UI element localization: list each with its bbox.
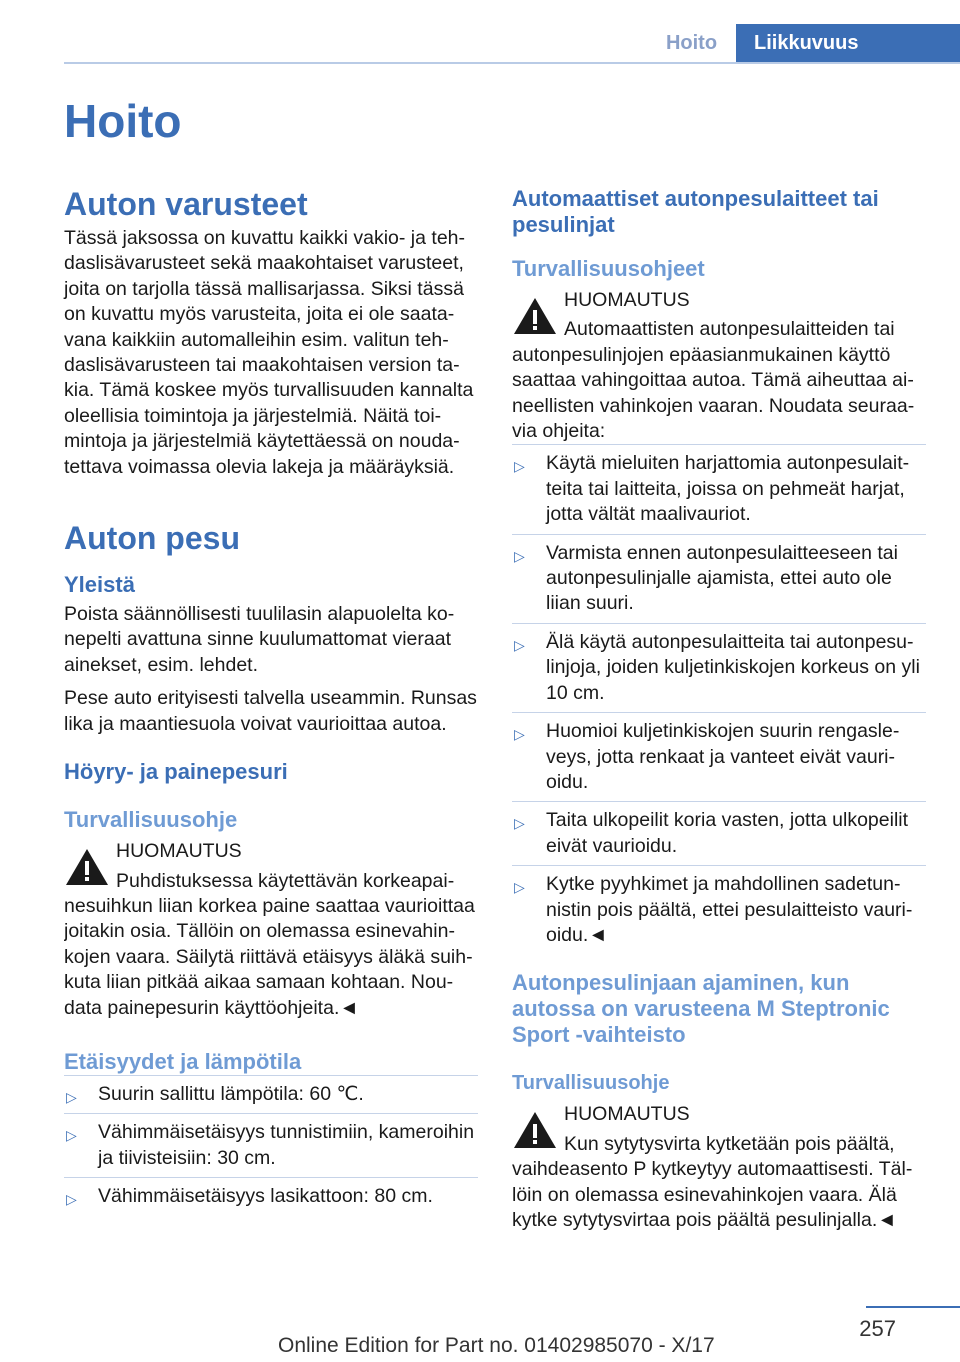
warning-triangle-icon [512,1110,558,1150]
tab-hoito[interactable]: Hoito [647,24,736,62]
list-item: ▷ Käytä mieluiten harjattomia autonpesulaitteita tai laitteita, joissa on pehmeät harjat, jotta vältät maalivauriot. [512,444,926,533]
warning-text: Automaattisten autonpesulaitteiden tai autonpesulinjojen epäasianmukainen käyttö saattaa vahingoittaa autoa. Tämä aiheuttaa aineellisten vahinkojen vaaran. Noudata seuraavia ohjeita: [512,318,915,443]
paragraph-yleista-1: Poista säännöllisesti tuulilasin alapuolelta konepelti avattuna sinne kuulumattomat vieraat ainekset, esim. lehdet. [64,603,455,676]
triangle-bullet-icon: ▷ [514,815,525,832]
paragraph-yleista-2: Pese auto erityisesti talvella useammin. Runsas lika ja maantiesuola voivat vaurioittaa autoa. [64,687,477,735]
subheading-automaattiset-pesulaitteet: Automaattiset autonpesulaitteet tai pesulinjat [512,186,879,237]
footer-edition: Online Edition for Part no. 01402985070 - X/17 [278,1334,715,1357]
page-title: Hoito [64,95,182,147]
list-item: ▷ Kytke pyyhkimet ja mahdollinen sadetunnistin pois päältä, ettei pesulaitteisto vaurioidu.◄ [512,865,926,954]
right-column [512,186,926,1233]
warning-label: HUOMAUTUS [564,289,690,311]
distance-list [64,1075,478,1216]
triangle-bullet-icon: ▷ [514,879,525,896]
list-item: ▷ Älä käytä autonpesulaitteita tai autonpesulinjoja, joiden kuljetinkiskojen korkeus on yli 10 cm. [512,623,926,712]
header-divider [64,62,960,64]
subheading-turvallisuusohje: Turvallisuusohje [512,1072,670,1095]
list-item: ▷ Huomioi kuljetinkiskojen suurin rengasleveys, jotta renkaat ja vanteet eivät vaurioidu. [512,712,926,801]
left-column [64,186,478,1216]
warning-triangle-icon [64,847,110,887]
list-item: ▷ Vähimmäisetäisyys tunnistimiin, kameroihin ja tiivisteisiin: 30 cm. [64,1113,478,1177]
list-item: ▷ Taita ulkopeilit koria vasten, jotta ulkopeilit eivät vaurioidu. [512,801,926,865]
subheading-turvallisuusohje: Turvallisuusohje [64,807,238,833]
warning-text: Puhdistuksessa käytettävän korkeapainesuihkun liian korkea paine saattaa vaurioittaa joitakin osia. Tällöin on olemassa esinevahinkojen vaara. Säilytä riittävä etäisyys äläkä suihkuta liian pitkää aikaa samaan kohtaan. Noudata painepesurin käyttöohjeita.◄ [64,869,475,1019]
warning-block [512,1102,926,1233]
subheading-yleista: Yleistä [64,572,135,598]
triangle-bullet-icon: ▷ [514,726,525,743]
triangle-bullet-icon: ▷ [66,1191,77,1208]
section-title-auton-varusteet: Auton varusteet [64,186,308,222]
tab-liikkuvuus[interactable]: Liikkuvuus [736,24,960,62]
subheading-hoyry-ja-painepesuri: Höyry- ja painepesuri [64,759,288,785]
subheading-etaisyydet-ja-lampotila: Etäisyydet ja lämpötila [64,1048,302,1074]
carwash-list [512,444,926,954]
triangle-bullet-icon: ▷ [514,547,525,564]
header-tabs [647,24,960,62]
triangle-bullet-icon: ▷ [66,1088,77,1105]
subheading-turvallisuusohjeet: Turvallisuusohjeet [512,256,705,281]
warning-triangle-icon [512,296,558,336]
page-number: 257 [859,1316,896,1341]
triangle-bullet-icon: ▷ [66,1127,77,1144]
list-item: ▷ Vähimmäisetäisyys lasikattoon: 80 cm. [64,1177,478,1215]
list-item: ▷ Suurin sallittu lämpötila: 60 ℃. [64,1075,478,1113]
warning-block [64,839,478,1021]
triangle-bullet-icon: ▷ [514,636,525,653]
list-item: ▷ Varmista ennen autonpesulaitteeseen tai autonpesulinjalle ajamista, ettei auto ole liian suuri. [512,534,926,623]
section-title-auton-pesu: Auton pesu [64,520,240,557]
warning-label: HUOMAUTUS [116,840,242,863]
triangle-bullet-icon: ▷ [514,458,525,475]
section-body-auton-varusteet: Tässä jaksossa on kuvattu kaikki vakio- ja tehdaslisävarusteet sekä maakohtaiset varusteet, joita on tarjolla tässä mallisarjassa. Siksi tässä on kuvattu myös varusteita, joita ei ole saatavana kaikkiin automalleihin esim. valitun tehdaslisävarusteen tai maakohtaisen version takia. Tämä koskee myös turvallisuuden kannalta oleellisia toimintoja ja järjestelmiä. Näitä toimintoja ja järjestelmiä käytettäessä on noudatettava voimassa olevia lakeja ja määräyksiä. [64,227,474,478]
footer-divider [866,1306,960,1308]
warning-block [512,288,926,444]
subheading-m-steptronic: Autonpesulinjaan ajaminen, kun autossa on varusteena M Steptronic Sport -vaihteisto [512,970,890,1048]
warning-label: HUOMAUTUS [564,1103,690,1126]
warning-text: Kun sytytysvirta kytketään pois päältä, vaihdeasento P kytkeytyy automaattisesti. Tällöin on olemassa esinevahinkojen vaara. Älä kytke sytytysvirtaa pois päältä pesulinjalla.◄ [512,1132,913,1231]
